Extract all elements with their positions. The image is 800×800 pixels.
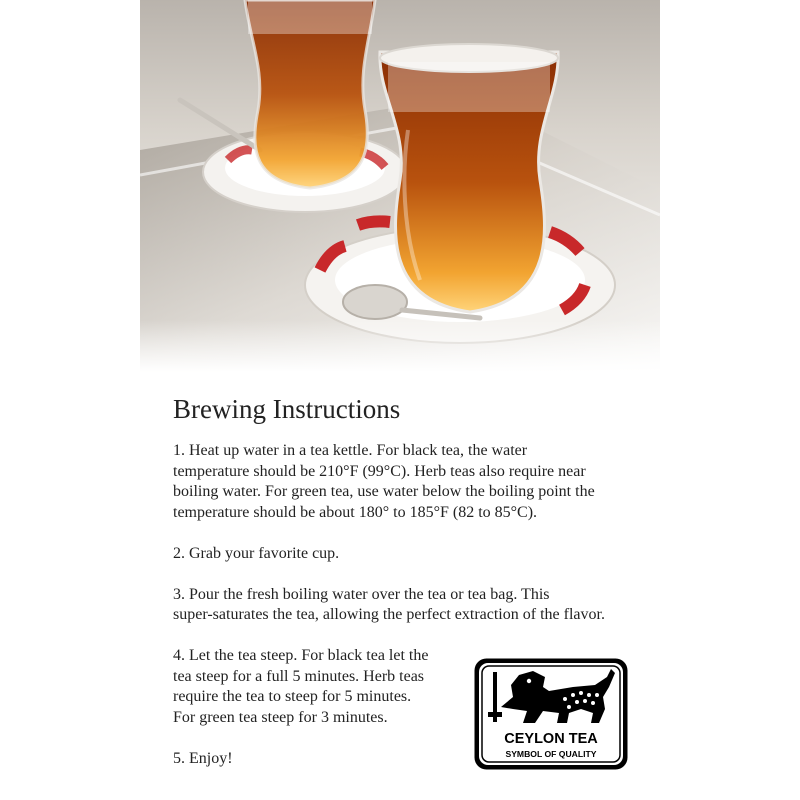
step-1	[173, 441, 643, 523]
page-title: Brewing Instructions	[173, 394, 401, 424]
step-3	[173, 585, 643, 626]
step-line: require the tea to steep for 5 minutes.	[173, 688, 412, 705]
step-line: temperature should be about 180° to 185°F (82 to 85°C).	[173, 503, 538, 521]
step-line: For green tea steep for 3 minutes.	[173, 708, 388, 726]
seal-title: CEYLON TEA	[504, 731, 598, 747]
step-line: 4. Let the tea steep. For black tea let the	[173, 647, 429, 664]
step-line: boiling water. For green tea, use water below the boiling point the	[173, 483, 595, 500]
step-line: 2. Grab your favorite cup.	[173, 544, 340, 562]
step-line: super-saturates the tea, allowing the perfect extraction of the flavor.	[173, 606, 605, 623]
step-line: tea steep for a full 5 minutes. Herb teas	[173, 667, 425, 685]
seal-subtitle: SYMBOL OF QUALITY	[505, 749, 597, 759]
tea-photo	[140, 0, 660, 372]
step-line: 1. Heat up water in a tea kettle. For black tea, the water	[173, 442, 528, 459]
step-2	[173, 544, 643, 565]
step-line: 3. Pour the fresh boiling water over the tea or tea bag. This	[173, 585, 550, 603]
step-line: 5. Enjoy!	[173, 749, 233, 767]
step-line: temperature should be 210°F (99°C). Herb teas also require near	[173, 462, 586, 480]
ceylon-tea-seal	[473, 657, 629, 771]
